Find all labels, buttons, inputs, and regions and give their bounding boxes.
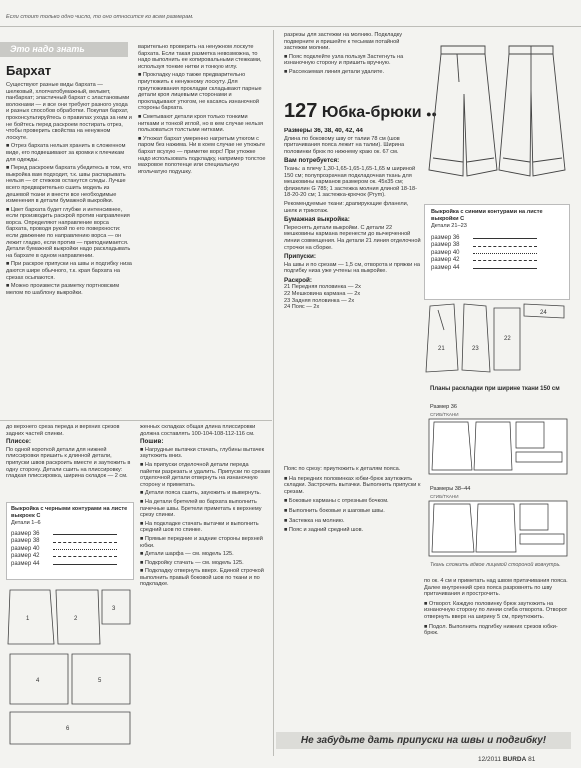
paragraph: ■ Подкладку отвернуть вверх. Единой строчкой выполнить правый боковой шов по ткани и по подкладке. — [140, 568, 264, 588]
size-label: размер 36 — [431, 235, 460, 241]
pattern-pieces-drawing — [424, 300, 570, 380]
continued-instructions — [424, 578, 572, 728]
issue-number: 12/2011 — [478, 756, 502, 763]
sewing-step: ■ На передних половинках юбки-брюк заутюжить складки. Застрочить вытачки. Выполнить припуски к срезам. — [284, 475, 421, 495]
model-intro — [284, 32, 412, 94]
cutting-title: Раскрой: — [284, 276, 312, 284]
paragraph: ■ Отворот. Каждую половинку брюк заутюжить на изнаночную сторону по линии сгиба отворота. Отворот отвернуть вверх на ширину 5 см, приутюжить. — [424, 600, 568, 620]
sewing-step: Пояс по срезу: приутюжить к деталям пояса. — [284, 466, 401, 472]
top-note: Если стоит только одно число, то оно относится ко всем размерам. — [6, 14, 194, 20]
paragraph: ■ Подкройку стачать — см. модель 125. — [140, 559, 244, 566]
paper-pattern-text: Переснять детали выкройки. С детали 22 мешковины кармана перенести до вычерченной линии совмещения. На детали 21 линия отделочной строчки на сборке. — [284, 224, 421, 251]
paragraph: разрезы для застежки на молнию. Подкладку подверните и пришейте к тесьмам потайной застежки молнии. — [284, 32, 403, 52]
sewing-title: Пошив: — [140, 438, 164, 446]
paragraph: ■ Перед раскроем бархата убедитесь в том, что выкройка вам подходит, т.к. швы распарывать нельзя — от стежков останутся следы. Лучше всего предварительно сшить модель из дешевой ткани и внести все необходимые изменения в детали бумажной выкройки. — [6, 165, 132, 205]
column-divider — [273, 30, 274, 756]
skirt-pants-illustration — [423, 30, 573, 200]
size-label: размер 42 — [11, 553, 40, 560]
model-name: Юбка-брюки — [321, 104, 422, 121]
section-header: Это надо знать — [0, 42, 128, 57]
sewing-step: ■ Застежка на молнию. — [284, 517, 345, 524]
cutting-item: 22 Мешковина кармана — 2x — [284, 291, 361, 298]
allowances-title: Припуски: — [284, 253, 317, 261]
size-label: размер 40 — [11, 545, 40, 552]
cutting-item: 24 Пояс — 2x — [284, 304, 320, 311]
size-legend — [11, 531, 117, 568]
paragraph: ■ На припуски отделочной детали переда пайетки разрезать и удалить. Припуски по срезам отделочной детали отвернуть на изнаночную сторону и приметать. — [140, 461, 270, 488]
paragraph: варительно проверить на ненужном лоскуте бархата. Если такая разметка невозможна, то надо выполнить ее копировальными стежками, используя тонкие нитки и тонкую иглу. — [138, 44, 262, 70]
paragraph: ■ Утюжат бархат умеренно нагретым утюгом с паром без нажима. Ни в коем случае не утюжьте бархат всухую — приметке ворс! При утюжке надо использовать подкладку, например толстое махровое полотенце или специальную игольчатую подушку. — [138, 135, 266, 175]
length-note: Длина по боковому шву от талии 78 см (шов притачивания пояса лежит на талии). Ширина половинки брюк по нижнему краю ок. 67 см. — [284, 135, 405, 155]
paragraph: ■ Детали шарфа — см. модель 125. — [140, 551, 234, 558]
paragraph: ■ Детали пояса сшить, зауюжить и вывернуть. — [140, 490, 261, 497]
cutting-item: 21 Передняя половинка — 2x — [284, 284, 361, 291]
pattern-title: Выкройка с синими контурами на листе выкройки С — [431, 209, 543, 222]
svg-text:23: 23 — [472, 346, 479, 352]
sewing-step: ■ Боковые карманы с отрезным бочком. — [284, 498, 389, 505]
page-footer — [478, 756, 535, 763]
page-number: 81 — [528, 756, 536, 763]
reminder-banner: Не забудьте дать припуски на швы и подгибку! — [276, 732, 571, 749]
plan-size-a: Размер 36 — [430, 404, 458, 410]
paragraph: Существуют разные виды бархата — шелковый, хлопчатобумажный, вельвет, панбархат; эластичный бархат с эластановыми волокнами — и все они требуют разного ухода и разных способов обработки. Покупая бархат, проконсультируйтесь о правилах ухода за ним и не бойтесь перед раскроем постирать отрез, чтобы проверить свойства на ненужном лоскуте. — [6, 82, 132, 141]
plan-caption: Ткань сложить вдвое лицевой стороной вовнутрь. — [430, 562, 561, 568]
size-label: размер 40 — [431, 249, 460, 256]
needed-text: Ткань: а плечу 1,30-1,65-1,65-1,65-1,65 м шириной 150 см; полупрозрачная подкладочная ткань для мешковины карманов размером ок. 45х35 см; флизелин G 785; 1 застежка молния длиной 18-18-18-20-20 см; 1 застежка-крючок (Prym). — [284, 165, 417, 199]
size-legend — [431, 235, 537, 272]
paragraph: ■ Отрез бархата нельзя хранить в сложенном виде, его подвешивают за кромки к плечикам для одежды. — [6, 143, 126, 163]
sewing-steps — [284, 466, 421, 728]
plan-size-b: Размеры 38–44 — [430, 486, 471, 492]
barhat-col1 — [6, 82, 132, 416]
size-label: размер 36 — [11, 531, 40, 537]
svg-text:1: 1 — [26, 616, 30, 622]
paragraph: ■ Сметывают детали кроя только тонкими нитками и тонкой иглой, но в кем случае нельзя пользоваться толстыми нитками. — [138, 113, 264, 134]
size-label: размер 44 — [431, 264, 460, 271]
svg-text:3: 3 — [112, 606, 116, 612]
paragraph: ■ Нагрудные вытачки стачать, глубины вытачек заутюжить вниз. — [140, 446, 265, 460]
layout-plans-title: Планы раскладки при ширине ткани 150 см — [430, 386, 560, 392]
pattern-detail: Детали 1–6 — [11, 520, 41, 526]
svg-text:5: 5 — [98, 678, 102, 684]
lower-left-text — [6, 424, 134, 514]
dress-pattern-drawing — [6, 584, 134, 754]
size-label: размер 38 — [431, 242, 460, 249]
layout-plan-36 — [428, 418, 568, 476]
difficulty-icon: ●● — [426, 109, 437, 119]
plan-fold-b: СГИБ/ТКАНИ — [430, 494, 459, 499]
pattern-panel-blue — [424, 204, 570, 300]
model-title — [284, 100, 437, 123]
plan-fold-a: СГИБ/ТКАНИ — [430, 412, 459, 417]
paragraph: ■ Рассекаемая линия детали удалите. — [284, 68, 385, 75]
allowances-text: На швы и по срезам — 1,5 см, отворота и пряжки на подгибку низа уже учтены на выкройке. — [284, 261, 420, 275]
svg-text:6: 6 — [66, 726, 70, 732]
paragraph: ■ На детали бретелей во бархата выполнить пачечные швы. Бретели приметать к верхнему срезу спинки. — [140, 498, 262, 519]
size-label: размер 42 — [431, 257, 460, 264]
paragraph: ■ Можно произвести разметку портновским мелом по шаблону выкройки. — [6, 283, 120, 296]
paragraph: до верхнего среза переда и верхних срезов задних частей спинки. — [6, 424, 120, 437]
paragraph: ■ Прокладку надо также предварительно приутюжить к ненужному лоскуту. Для приутюживания прокладки складывают парные детали кроя лицевыми сторонами и прокладывают утюгом, не касаясь изнаночной стороны бархата. — [138, 72, 262, 112]
magazine-name: BURDA — [502, 756, 527, 763]
cutting-item: 23 Задняя половинка — 2x — [284, 297, 355, 304]
paragraph: ■ Подол. Выполнить подгибку нижних срезов юбки-брюк. — [424, 623, 558, 637]
paragraph: ■ Прямые передние и задние стороны верхней юбки. — [140, 535, 263, 549]
needed-title: Вам потребуется: — [284, 157, 340, 165]
paragraph: ■ Цвет бархата будет глубже и интенсивнее, если производить раскрой против направления ворса. Определяют направление ворса бархата, проводя рукой по его поверхности: если движение по направлению ворса — он лежит гладко, если против — приподнимается. Детали бумажной выкройки надо раскладывать на бархате в одном направлении. — [6, 206, 131, 259]
model-details — [284, 128, 421, 458]
svg-text:21: 21 — [438, 346, 445, 352]
section-title: Бархат — [6, 63, 52, 78]
sizes: Размеры 36, 38, 40, 42, 44 — [284, 128, 363, 134]
size-label: размер 44 — [11, 560, 40, 567]
svg-text:24: 24 — [540, 310, 547, 316]
paragraph: ■ Пояс подклейте узла пользуя Застегнуть на изнаночную сторону и пришить вручную. — [284, 53, 404, 67]
divider — [0, 26, 581, 27]
pleats-title: Плиссе: — [6, 438, 31, 446]
layout-plan-38-44 — [428, 500, 568, 558]
paper-pattern-title: Бумажная выкройка: — [284, 216, 350, 224]
svg-text:4: 4 — [36, 678, 40, 684]
sewing-step: ■ Выполнить боковые и шаговые швы. — [284, 507, 385, 514]
model-number: 127 — [284, 100, 318, 122]
pattern-panel-black — [6, 502, 134, 580]
svg-text:22: 22 — [504, 336, 511, 342]
size-label: размер 38 — [11, 538, 40, 545]
paragraph: По одной короткой детали для нижней плиссировки пришить к длинной детали, припуски швов раскроить вместе и заутюжить в одну сторону. Детали сшить на плиссировку: гладкая плиссировка, ширина складок — 2 см. — [6, 446, 131, 480]
sewing-step: ■ Пояс и задний средний шов. — [284, 527, 364, 534]
paragraph: женных складках общая длина плиссировки должна составлять 100-104-108-112-116 см. — [140, 424, 256, 437]
svg-text:2: 2 — [74, 616, 78, 622]
divider — [0, 420, 272, 421]
barhat-col2 — [138, 44, 268, 416]
pattern-title: Выкройка с черными контурами на листе выкроек С — [11, 506, 128, 519]
paragraph: ■ При раскрое припуски на швы и подгибку низа даются шире обычного, т.к. края бархата на срезах осыпаются. — [6, 261, 132, 281]
paragraph: ■ На подкладке стачать вытачки и выполнить средний шов по спинке. — [140, 520, 259, 534]
paragraph: по ок. 4 см и приметать над швом притачивания пояса. Далее внутренний срез пояса разровнять по шву притачивания и прострочить. — [424, 578, 568, 598]
pattern-detail: Детали 21–23 — [431, 223, 467, 229]
lower-middle-text — [140, 424, 270, 750]
recommended-fabrics: Рекомендуемые ткани: драпирующие фланели, шелк и трикотаж. — [284, 200, 409, 214]
